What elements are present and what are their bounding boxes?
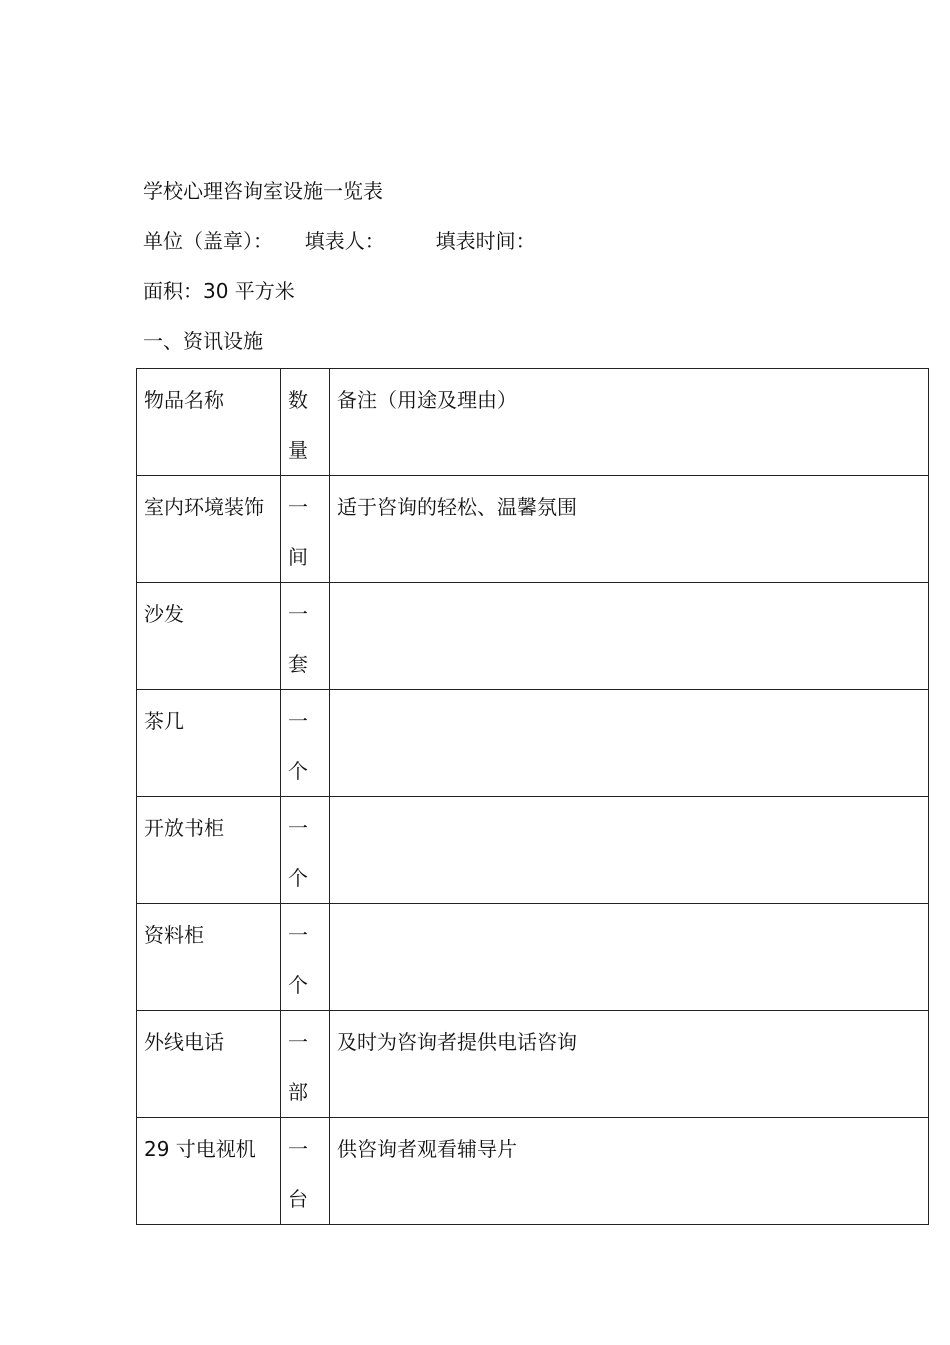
item-name: 外线电话 (137, 1011, 281, 1118)
item-quantity: 一个 (281, 690, 330, 797)
item-remarks: 适于咨询的轻松、温馨氛围 (330, 476, 929, 583)
item-remarks (330, 904, 929, 1011)
item-quantity: 一个 (281, 904, 330, 1011)
item-remarks (330, 583, 929, 690)
facilities-table (136, 368, 929, 1225)
item-remarks (330, 797, 929, 904)
table-row (137, 583, 929, 690)
item-name: 沙发 (137, 583, 281, 690)
item-remarks: 及时为咨询者提供电话咨询 (330, 1011, 929, 1118)
section-heading: 一、资讯设施 (143, 329, 263, 353)
item-quantity: 一套 (281, 583, 330, 690)
item-name: 资料柜 (137, 904, 281, 1011)
table-row (137, 1118, 929, 1225)
item-quantity: 一个 (281, 797, 330, 904)
item-quantity: 一间 (281, 476, 330, 583)
item-remarks (330, 690, 929, 797)
unit-label: 单位（盖章）： (143, 229, 273, 253)
table-row (137, 1011, 929, 1118)
item-name: 29 寸电视机 (137, 1118, 281, 1225)
header-quantity: 数量 (281, 369, 330, 476)
header-item-name: 物品名称 (137, 369, 281, 476)
item-name: 室内环境装饰 (137, 476, 281, 583)
table-header-row (137, 369, 929, 476)
table-row (137, 476, 929, 583)
table-row (137, 904, 929, 1011)
table-row (137, 690, 929, 797)
item-name: 茶几 (137, 690, 281, 797)
page-title: 学校心理咨询室设施一览表 (143, 179, 383, 203)
filler-label: 填表人： (304, 229, 385, 253)
area-line (143, 277, 295, 305)
item-name: 开放书柜 (137, 797, 281, 904)
header-remarks: 备注（用途及理由） (330, 369, 929, 476)
item-quantity: 一台 (281, 1118, 330, 1225)
item-remarks: 供咨询者观看辅导片 (330, 1118, 929, 1225)
form-meta (143, 227, 536, 255)
item-quantity: 一部 (281, 1011, 330, 1118)
area-value: 30 平方米 (203, 279, 295, 303)
date-label: 填表时间： (435, 229, 536, 253)
table-row (137, 797, 929, 904)
area-label: 面积： (143, 279, 203, 303)
